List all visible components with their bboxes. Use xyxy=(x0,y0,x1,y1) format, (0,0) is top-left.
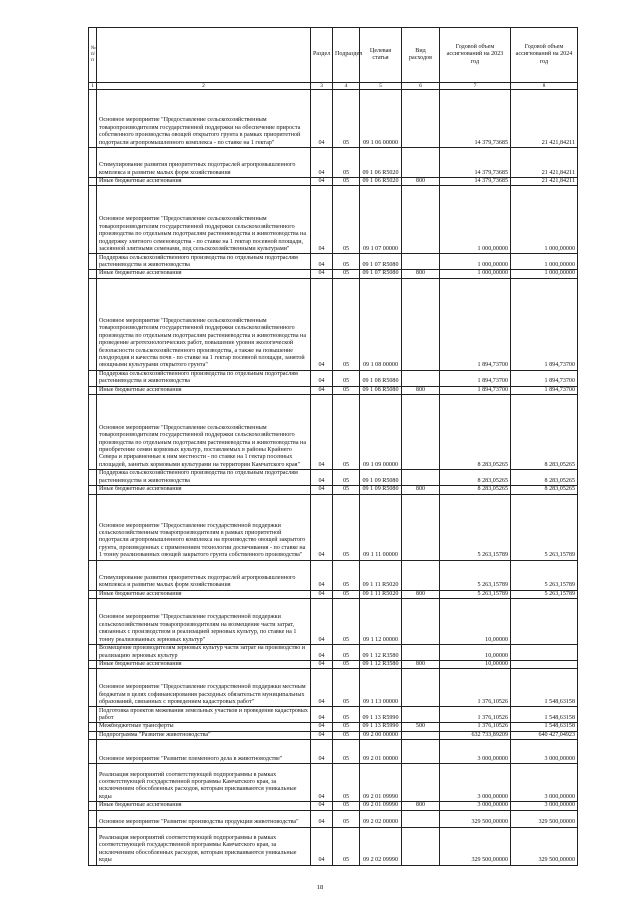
row-subsection: 05 xyxy=(333,810,360,827)
table-row xyxy=(89,470,578,486)
row-amount-2024: 21 421,84211 xyxy=(511,178,578,186)
row-target-article: 09 1 08 00000 xyxy=(360,278,402,370)
header-row xyxy=(89,28,578,83)
budget-table xyxy=(88,27,578,866)
row-section: 04 xyxy=(311,494,333,560)
table-row xyxy=(89,661,578,669)
row-amount-2023: 1 894,73700 xyxy=(440,278,511,370)
row-amount-2024: 8 283,05265 xyxy=(511,470,578,486)
table-row xyxy=(89,278,578,370)
row-target-article: 09 1 13 R5990 xyxy=(360,707,402,723)
row-amount-2023: 10,00000 xyxy=(440,645,511,661)
row-amount-2023: 3 000,00000 xyxy=(440,740,511,764)
row-section: 04 xyxy=(311,599,333,645)
header-exp-type: Вид расходов xyxy=(402,28,440,83)
row-subsection: 05 xyxy=(333,486,360,494)
row-subsection: 05 xyxy=(333,186,360,254)
row-section: 04 xyxy=(311,764,333,802)
colnum: 3 xyxy=(311,83,333,90)
row-name: Основное мероприятие "Предоставление сельскохозяйственным товаропроизводителям государственной поддержки сельскохозяйственного производства по отдельным подотраслям растениеводства и животноводства на поддержку элитного семеноводства - по ставке на 1 гектар посевной площади, засеянной элитными семенами, под сельскохозяйственными культурами" xyxy=(97,186,311,254)
row-name: Подготовка проектов межевания земельных участков и проведение кадастровых работ xyxy=(97,707,311,723)
num xyxy=(89,178,97,186)
row-name: Иные бюджетные ассигнования xyxy=(97,386,311,394)
row-amount-2023: 8 283,05265 xyxy=(440,486,511,494)
num xyxy=(89,707,97,723)
row-section: 04 xyxy=(311,470,333,486)
row-section: 04 xyxy=(311,810,333,827)
row-amount-2024: 1 894,73700 xyxy=(511,278,578,370)
table-row xyxy=(89,707,578,723)
row-name: Основное мероприятие "Развитие племенного дела в животноводстве" xyxy=(97,740,311,764)
table-row xyxy=(89,669,578,707)
header-2024: Годовой объем ассигнований на 2024 год xyxy=(511,28,578,83)
colnum: 6 xyxy=(402,83,440,90)
row-subsection: 05 xyxy=(333,764,360,802)
row-name: Стимулирование развития приоритетных подотраслей агропромышленного комплекса и развитие малых форм хозяйствования xyxy=(97,148,311,178)
row-name: Основное мероприятие "Предоставление государственной поддержки местным бюджетам в целях софинансирования расходных обязательств муниципальных образований, связанных с проведением кадастровых работ" xyxy=(97,669,311,707)
row-amount-2023: 1 376,10526 xyxy=(440,669,511,707)
table-row xyxy=(89,90,578,148)
row-name: Иные бюджетные ассигнования xyxy=(97,661,311,669)
row-section: 04 xyxy=(311,254,333,270)
row-target-article: 09 1 07 R5080 xyxy=(360,254,402,270)
row-subsection: 05 xyxy=(333,560,360,590)
row-amount-2023: 14 379,73685 xyxy=(440,178,511,186)
row-target-article: 09 1 12 00000 xyxy=(360,599,402,645)
num xyxy=(89,386,97,394)
row-name: Иные бюджетные ассигнования xyxy=(97,802,311,810)
row-amount-2024: 8 283,05265 xyxy=(511,395,578,470)
row-section: 04 xyxy=(311,645,333,661)
table-row xyxy=(89,386,578,394)
row-amount-2024: 5 263,15789 xyxy=(511,560,578,590)
row-subsection: 05 xyxy=(333,731,360,739)
num xyxy=(89,270,97,278)
row-amount-2023: 3 000,00000 xyxy=(440,802,511,810)
row-amount-2024: 5 263,15789 xyxy=(511,494,578,560)
row-section: 04 xyxy=(311,827,333,865)
header-subsection: Подраздел xyxy=(333,28,360,83)
table-row xyxy=(89,764,578,802)
row-expense-type xyxy=(402,395,440,470)
row-name: Межбюджетные трансферты xyxy=(97,723,311,731)
num xyxy=(89,723,97,731)
row-name: Иные бюджетные ассигнования xyxy=(97,590,311,598)
row-section: 04 xyxy=(311,370,333,386)
table-row xyxy=(89,560,578,590)
row-target-article: 09 1 06 R5020 xyxy=(360,148,402,178)
header-num: № п/п xyxy=(89,28,97,83)
row-target-article: 09 1 11 R5020 xyxy=(360,590,402,598)
row-target-article: 09 1 09 R5080 xyxy=(360,486,402,494)
row-expense-type xyxy=(402,827,440,865)
row-amount-2024: 1 548,63158 xyxy=(511,669,578,707)
row-name: Подпрограмма "Развитие животноводства" xyxy=(97,731,311,739)
row-expense-type xyxy=(402,764,440,802)
row-target-article: 09 1 08 R5080 xyxy=(360,370,402,386)
row-amount-2023: 8 283,05265 xyxy=(440,470,511,486)
row-target-article: 09 2 01 00000 xyxy=(360,740,402,764)
row-name: Иные бюджетные ассигнования xyxy=(97,270,311,278)
row-section: 04 xyxy=(311,707,333,723)
row-expense-type xyxy=(402,278,440,370)
row-expense-type xyxy=(402,645,440,661)
row-section: 04 xyxy=(311,486,333,494)
row-target-article: 09 1 07 00000 xyxy=(360,186,402,254)
row-expense-type xyxy=(402,599,440,645)
row-subsection: 05 xyxy=(333,178,360,186)
row-subsection: 05 xyxy=(333,395,360,470)
row-amount-2024: 1 000,00000 xyxy=(511,270,578,278)
row-target-article: 09 2 02 09990 xyxy=(360,827,402,865)
row-expense-type xyxy=(402,740,440,764)
row-amount-2024: 1 000,00000 xyxy=(511,186,578,254)
table-row xyxy=(89,178,578,186)
row-amount-2024 xyxy=(511,645,578,661)
row-target-article: 09 1 07 R5080 xyxy=(360,270,402,278)
num xyxy=(89,740,97,764)
row-section: 04 xyxy=(311,395,333,470)
row-subsection: 05 xyxy=(333,723,360,731)
colnum: 2 xyxy=(97,83,311,90)
num xyxy=(89,486,97,494)
row-amount-2023: 329 500,00000 xyxy=(440,810,511,827)
row-amount-2023: 10,00000 xyxy=(440,661,511,669)
num xyxy=(89,370,97,386)
num xyxy=(89,254,97,270)
table-row xyxy=(89,186,578,254)
num xyxy=(89,669,97,707)
row-name: Основное мероприятие "Предоставление государственной поддержки сельскохозяйственным товаропроизводителям на возмещение части затрат, связанных с производством и реализацией зерновых культур, по ставке на 1 тонну реализованных зерновых культур" xyxy=(97,599,311,645)
row-amount-2024: 21 421,84211 xyxy=(511,148,578,178)
num xyxy=(89,810,97,827)
row-subsection: 05 xyxy=(333,386,360,394)
row-subsection: 05 xyxy=(333,90,360,148)
row-amount-2023: 1 894,73700 xyxy=(440,370,511,386)
table-row xyxy=(89,802,578,810)
colnum: 4 xyxy=(333,83,360,90)
num xyxy=(89,278,97,370)
row-target-article: 09 1 13 00000 xyxy=(360,669,402,707)
table-row xyxy=(89,590,578,598)
row-amount-2023: 329 500,00000 xyxy=(440,827,511,865)
num xyxy=(89,645,97,661)
row-target-article: 09 1 09 R5080 xyxy=(360,470,402,486)
row-expense-type xyxy=(402,370,440,386)
row-name: Поддержка сельскохозяйственного производства по отдельным подотраслям растениеводства и животноводства xyxy=(97,470,311,486)
row-name: Возмещение производителям зерновых культур части затрат на производство и реализацию зерновых культур xyxy=(97,645,311,661)
row-expense-type xyxy=(402,669,440,707)
row-section: 04 xyxy=(311,669,333,707)
table-row xyxy=(89,270,578,278)
row-expense-type xyxy=(402,560,440,590)
num xyxy=(89,590,97,598)
num xyxy=(89,90,97,148)
row-expense-type xyxy=(402,90,440,148)
row-target-article: 09 1 11 00000 xyxy=(360,494,402,560)
colnum: 8 xyxy=(511,83,578,90)
table-row xyxy=(89,254,578,270)
num xyxy=(89,186,97,254)
row-section: 04 xyxy=(311,661,333,669)
row-amount-2024: 3 000,00000 xyxy=(511,764,578,802)
row-subsection: 05 xyxy=(333,148,360,178)
colnum: 5 xyxy=(360,83,402,90)
table-row xyxy=(89,723,578,731)
row-amount-2024: 640 427,04923 xyxy=(511,731,578,739)
num xyxy=(89,148,97,178)
row-target-article: 09 1 12 R3580 xyxy=(360,661,402,669)
table-row xyxy=(89,486,578,494)
row-target-article: 09 1 09 00000 xyxy=(360,395,402,470)
row-amount-2023: 5 263,15789 xyxy=(440,590,511,598)
table-row xyxy=(89,740,578,764)
row-section: 04 xyxy=(311,186,333,254)
row-subsection: 05 xyxy=(333,740,360,764)
row-amount-2024 xyxy=(511,661,578,669)
header-section: Раздел xyxy=(311,28,333,83)
row-amount-2023: 632 733,89209 xyxy=(440,731,511,739)
row-name: Основное мероприятие "Предоставление сельскохозяйственным товаропроизводителям государственной поддержки сельскохозяйственного производства по отдельным подотраслям растениеводства и животноводства на приобретение семян кормовых культур, поставляемых в районы Крайнего Севера и приравненные к ним местности - по ставке на 1 гектар посевных площадей, занятых кормовыми культурами на территории Камчатского края" xyxy=(97,395,311,470)
row-name: Поддержка сельскохозяйственного производства по отдельным подотраслям растениеводства и животноводства xyxy=(97,254,311,270)
num xyxy=(89,802,97,810)
row-amount-2023: 3 000,00000 xyxy=(440,764,511,802)
row-name: Реализация мероприятий соответствующей подпрограммы в рамках соответствующей государственной программы Камчатского края, за исключением обособленных расходов, которым присваиваются уникальные коды xyxy=(97,827,311,865)
row-subsection: 05 xyxy=(333,590,360,598)
row-name: Основное мероприятие "Предоставление сельскохозяйственным товаропроизводителям государственной поддержки на обеспечение прироста собственного производства овощей открытого грунта в рамках приоритетной подотрасли агропромышленного комплекса - по ставке на 1 гектар" xyxy=(97,90,311,148)
row-amount-2023: 5 263,15789 xyxy=(440,560,511,590)
num xyxy=(89,827,97,865)
table-row xyxy=(89,645,578,661)
header-2023: Годовой объем ассигнований на 2023 год xyxy=(440,28,511,83)
row-expense-type: 800 xyxy=(402,178,440,186)
row-subsection: 05 xyxy=(333,599,360,645)
row-amount-2024: 1 000,00000 xyxy=(511,254,578,270)
row-target-article: 09 1 08 R5080 xyxy=(360,386,402,394)
colnum: 7 xyxy=(440,83,511,90)
row-target-article: 09 1 06 00000 xyxy=(360,90,402,148)
row-subsection: 05 xyxy=(333,802,360,810)
row-subsection: 05 xyxy=(333,470,360,486)
colnum: 1 xyxy=(89,83,97,90)
row-target-article: 09 2 01 09990 xyxy=(360,802,402,810)
row-expense-type: 800 xyxy=(402,270,440,278)
row-section: 04 xyxy=(311,270,333,278)
row-expense-type: 800 xyxy=(402,802,440,810)
row-expense-type: 500 xyxy=(402,723,440,731)
row-amount-2023: 1 894,73700 xyxy=(440,386,511,394)
row-section: 04 xyxy=(311,731,333,739)
row-section: 04 xyxy=(311,723,333,731)
row-section: 04 xyxy=(311,178,333,186)
row-section: 04 xyxy=(311,802,333,810)
table-row xyxy=(89,599,578,645)
table-row xyxy=(89,494,578,560)
row-target-article: 09 1 06 R5020 xyxy=(360,178,402,186)
row-target-article: 09 1 13 R5990 xyxy=(360,723,402,731)
row-amount-2024: 1 894,73700 xyxy=(511,370,578,386)
table-row xyxy=(89,148,578,178)
page-number: 18 xyxy=(316,884,324,891)
row-name: Поддержка сельскохозяйственного производства по отдельным подотраслям растениеводства и животноводства xyxy=(97,370,311,386)
row-expense-type xyxy=(402,470,440,486)
row-amount-2023: 10,00000 xyxy=(440,599,511,645)
row-subsection: 05 xyxy=(333,707,360,723)
row-amount-2023: 8 283,05265 xyxy=(440,395,511,470)
row-amount-2023: 14 379,73685 xyxy=(440,148,511,178)
row-name: Основное мероприятие "Развитие производства продукции животноводства" xyxy=(97,810,311,827)
row-name: Основное мероприятие "Предоставление сельскохозяйственным товаропроизводителям государственной поддержки сельскохозяйственного производства по отдельным подотраслям растениеводства и животноводства на проведение агротехнологических работ, повышение уровня экологической безопасности сельскохозяйственного производства, а также на повышение плодородия и качества почв - по ставке на 1 гектар посевной площади, занятой овощными культурами открытого грунта" xyxy=(97,278,311,370)
row-amount-2024: 329 500,00000 xyxy=(511,810,578,827)
row-expense-type xyxy=(402,707,440,723)
table-row xyxy=(89,810,578,827)
row-amount-2024: 5 263,15789 xyxy=(511,590,578,598)
row-subsection: 05 xyxy=(333,494,360,560)
num xyxy=(89,560,97,590)
num xyxy=(89,764,97,802)
row-name: Стимулирование развития приоритетных подотраслей агропромышленного комплекса и развитие малых форм хозяйствования xyxy=(97,560,311,590)
header-name xyxy=(97,28,311,83)
row-amount-2024: 329 500,00000 xyxy=(511,827,578,865)
row-section: 04 xyxy=(311,560,333,590)
table-body xyxy=(89,90,578,866)
row-section: 04 xyxy=(311,740,333,764)
row-expense-type xyxy=(402,494,440,560)
num xyxy=(89,395,97,470)
row-subsection: 05 xyxy=(333,827,360,865)
num xyxy=(89,494,97,560)
row-name: Основное мероприятие "Предоставление государственной поддержки сельскохозяйственным товаропроизводителям в рамках приоритетной подотрасли агропромышленного комплекса на производство овощей закрытого грунта, произведенных с применением технологии досвечивания - по ставке на 1 тонну реализованных овощей закрытого грунта собственного производства" xyxy=(97,494,311,560)
row-name: Реализация мероприятий соответствующей подпрограммы в рамках соответствующей государственной программы Камчатского края, за исключением обособленных расходов, которым присваиваются уникальные коды xyxy=(97,764,311,802)
row-target-article: 09 2 02 00000 xyxy=(360,810,402,827)
table-row xyxy=(89,827,578,865)
row-amount-2024: 1 548,63158 xyxy=(511,723,578,731)
row-name: Иные бюджетные ассигнования xyxy=(97,178,311,186)
row-amount-2024: 3 000,00000 xyxy=(511,740,578,764)
row-subsection: 05 xyxy=(333,669,360,707)
row-amount-2023: 1 000,00000 xyxy=(440,186,511,254)
row-expense-type xyxy=(402,148,440,178)
row-amount-2024: 1 548,63158 xyxy=(511,707,578,723)
row-amount-2023: 14 379,73685 xyxy=(440,90,511,148)
table-row xyxy=(89,731,578,739)
row-amount-2023: 1 000,00000 xyxy=(440,270,511,278)
table-row xyxy=(89,395,578,470)
row-section: 04 xyxy=(311,148,333,178)
row-expense-type xyxy=(402,254,440,270)
num xyxy=(89,731,97,739)
row-amount-2023: 1 376,10526 xyxy=(440,723,511,731)
num xyxy=(89,599,97,645)
num xyxy=(89,661,97,669)
row-target-article: 09 2 00 00000 xyxy=(360,731,402,739)
row-expense-type xyxy=(402,810,440,827)
row-expense-type: 800 xyxy=(402,386,440,394)
row-subsection: 05 xyxy=(333,270,360,278)
header-target: Целевая статья xyxy=(360,28,402,83)
row-section: 04 xyxy=(311,386,333,394)
row-subsection: 05 xyxy=(333,254,360,270)
row-subsection: 05 xyxy=(333,661,360,669)
column-number-row xyxy=(89,83,578,90)
row-amount-2023: 5 263,15789 xyxy=(440,494,511,560)
row-amount-2024: 1 894,73700 xyxy=(511,386,578,394)
row-amount-2023: 1 376,10526 xyxy=(440,707,511,723)
table-row xyxy=(89,370,578,386)
row-amount-2023: 1 000,00000 xyxy=(440,254,511,270)
row-subsection: 05 xyxy=(333,645,360,661)
row-subsection: 05 xyxy=(333,370,360,386)
row-expense-type xyxy=(402,186,440,254)
row-amount-2024: 21 421,84211 xyxy=(511,90,578,148)
row-subsection: 05 xyxy=(333,278,360,370)
row-section: 04 xyxy=(311,90,333,148)
row-expense-type: 800 xyxy=(402,590,440,598)
row-amount-2024: 3 000,00000 xyxy=(511,802,578,810)
row-expense-type: 800 xyxy=(402,661,440,669)
num xyxy=(89,470,97,486)
row-amount-2024: 8 283,05265 xyxy=(511,486,578,494)
row-amount-2024 xyxy=(511,599,578,645)
row-expense-type: 800 xyxy=(402,486,440,494)
row-section: 04 xyxy=(311,590,333,598)
row-target-article: 09 1 11 R5020 xyxy=(360,560,402,590)
row-target-article: 09 2 01 09990 xyxy=(360,764,402,802)
row-name: Иные бюджетные ассигнования xyxy=(97,486,311,494)
row-target-article: 09 1 12 R3580 xyxy=(360,645,402,661)
row-section: 04 xyxy=(311,278,333,370)
row-expense-type xyxy=(402,731,440,739)
